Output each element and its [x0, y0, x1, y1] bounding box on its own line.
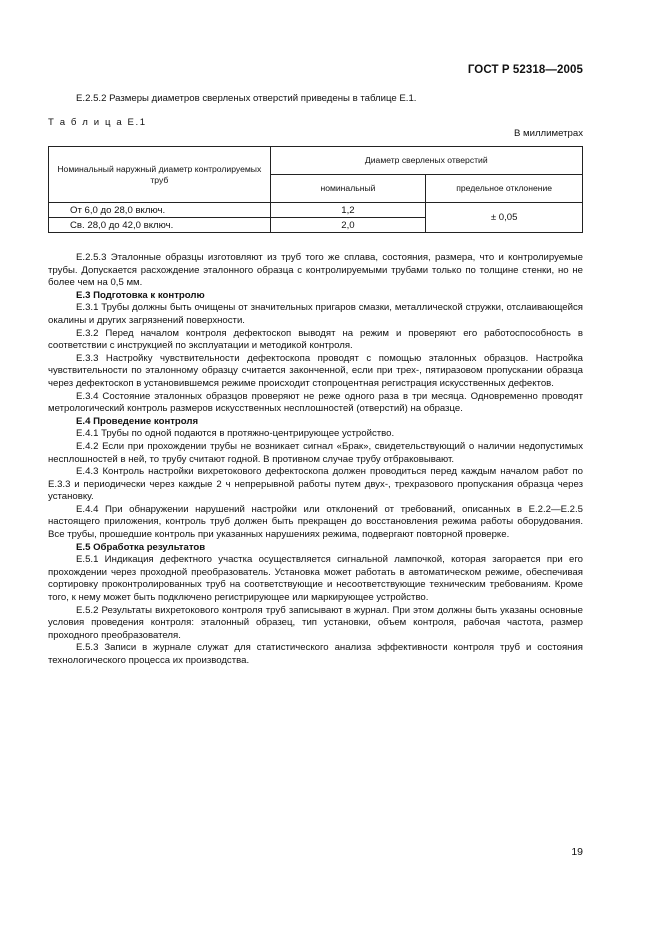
section-heading: Е.5 Обработка результатов — [76, 541, 206, 553]
paragraph: Е.3.3 Настройку чувствительности дефектоскопа проводят с помощью эталонных образцов. Настройка чувствительности по эталонному образцу считается законченной, если при трех-, пятиразовом пропускании образца через дефектоскоп в установившемся режиме происходит стопроцентная регистрация искусственных дефектов. — [48, 352, 583, 389]
cell-nominal: 1,2 — [270, 203, 426, 218]
paragraph: Е.3.1 Трубы должны быть очищены от значительных пригаров смазки, металлической стружки, отслаивающейся окалины и других загрязнений поверхности. — [48, 302, 583, 326]
cell-nominal: 2,0 — [270, 218, 426, 233]
cell-tolerance: ± 0,05 — [426, 203, 583, 233]
paragraph: Е.5.2 Результаты вихретокового контроля труб записывают в журнал. При этом должны быть указаны основные условия проведения контроля: эталонный образец, тип установки, объем контроля, рабочая частота, размер проходного преобразователя. — [48, 604, 583, 641]
paragraph: Е.4.2 Если при прохождении трубы не возникает сигнал «Брак», свидетельствующий о наличии недопустимых несплошностей в ней, то трубу считают годной. В противном случае трубу отбраковывают. — [48, 440, 583, 465]
paragraph: Е.5.3 Записи в журнале служат для статистического анализа эффективности контроля труб и состояния технологического процесса их производства. — [48, 642, 583, 666]
section-heading: Е.3 Подготовка к контролю — [76, 289, 205, 301]
cell-range: От 6,0 до 28,0 включ. — [49, 203, 271, 218]
paragraph: Е.4.4 При обнаружении нарушений настройки или отклонений от требований, описанных в Е.2.2—Е.2.5 настоящего приложения, контроль труб должен быть прекращен до восстановления режима работы оборудования. Все трубы, прошедшие контроль при указанных нарушениях режима, подвергают повторной проверке. — [48, 503, 583, 541]
paragraph: Е.4.3 Контроль настройки вихретокового дефектоскопа должен проводиться перед каждым началом работ по Е.3.3 и периодически через каждые 2 ч непрерывной работы путем двух-, трехразового пропускания образца через установку. — [48, 466, 583, 503]
paragraph: Е.3.4 Состояние эталонных образцов проверяют не реже одного раза в три месяца. Одновременно проводят метрологический контроль размеров искусственных несплошностей (отверстий) на образце. — [48, 390, 583, 415]
paragraph: Е.2.5.3 Эталонные образцы изготовляют из труб того же сплава, состояния, размера, что и контролируемые трубы. Допускается расхождение эталонного образца с контролируемыми трубами только по толщине стенки, но не более чем на 0,5 мм. — [48, 252, 583, 289]
cell-range: Св. 28,0 до 42,0 включ. — [49, 218, 271, 233]
paragraph: Е.4.1 Трубы по одной подаются в протяжно-центрирующее устройство. — [76, 428, 395, 440]
col-header-nominal: номинальный — [270, 175, 426, 203]
table-title: Т а б л и ц а Е.1 — [48, 117, 147, 128]
paragraph: Е.3.2 Перед началом контроля дефектоскоп выводят на режим и проверяют его работоспособность в соответствии с инструкцией по эксплуатации и методикой контроля. — [48, 327, 583, 352]
section-heading: Е.4 Проведение контроля — [76, 415, 199, 427]
diameter-table — [48, 146, 583, 233]
table-row — [49, 203, 583, 218]
table-unit: В миллиметрах — [513, 128, 583, 139]
col-header-outer-diameter: Номинальный наружный диаметр контролируемых труб — [49, 147, 271, 203]
body-text — [48, 252, 583, 668]
col-header-hole-diameter: Диаметр сверленых отверстий — [270, 147, 582, 175]
col-header-tolerance: предельное отклонение — [426, 175, 583, 203]
page-number: 19 — [571, 846, 583, 858]
document-code: ГОСТ Р 52318—2005 — [467, 64, 583, 76]
intro-paragraph: Е.2.5.2 Размеры диаметров сверленых отверстий приведены в таблице Е.1. — [76, 93, 417, 104]
paragraph: Е.5.1 Индикация дефектного участка осуществляется сигнальной лампочкой, которая загорается при его прохождении через проходной преобразователь. Установка может работать в автоматическом режиме, обеспечивая сортировку проконтролированных труб на соответствующие и несоответствующие техническим требованиям. Кроме того, к нему может быть подключено регистрирующее или маркирующее устройство. — [48, 554, 583, 604]
